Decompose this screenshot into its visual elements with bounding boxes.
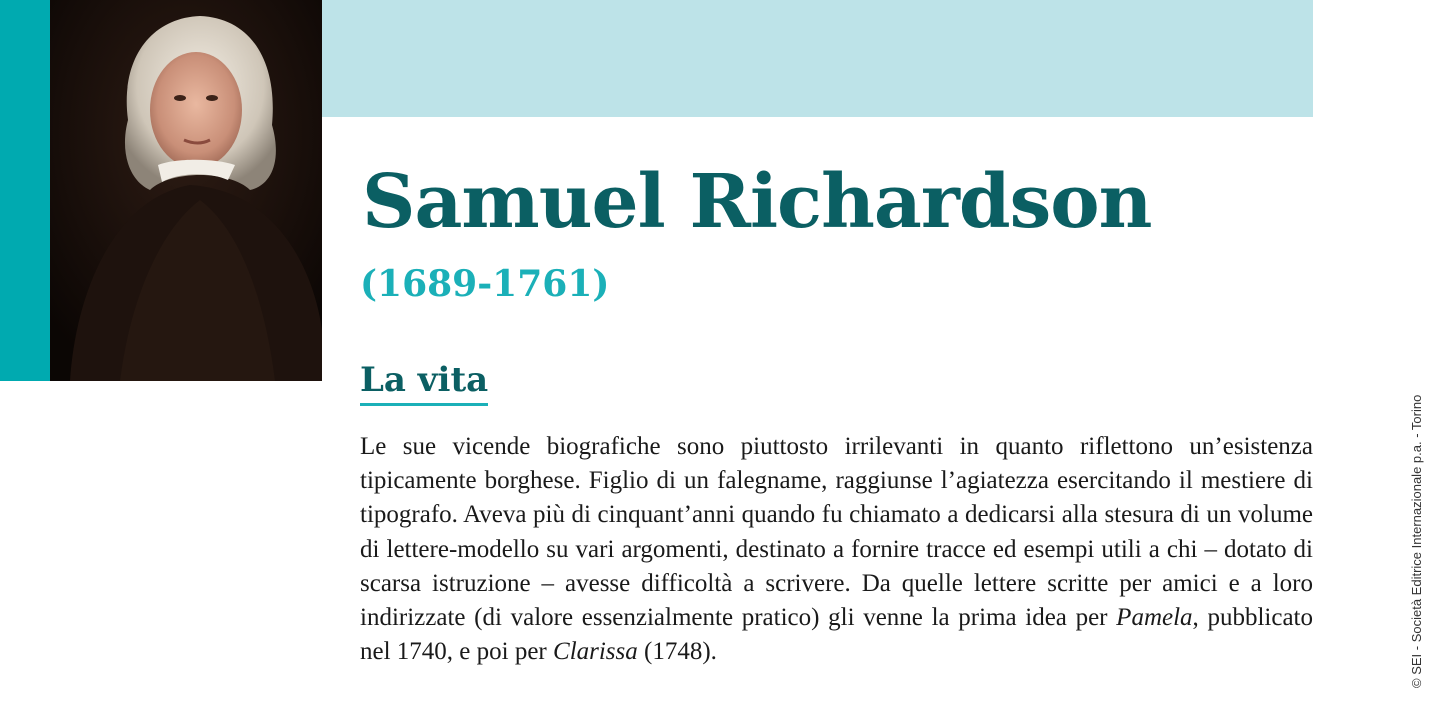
paragraph-text: (1748).: [637, 638, 717, 666]
section-heading: La vita: [360, 362, 488, 406]
portrait-image: [50, 0, 322, 381]
biography-paragraph: [360, 430, 1313, 669]
author-name: Samuel Richardson: [362, 159, 1152, 245]
teal-side-bar: [0, 0, 50, 381]
paragraph-text: , pubblicato nel 1740, e poi per: [360, 604, 1313, 666]
portrait-illustration: [50, 0, 322, 381]
copyright-notice: © SEI - Società Editrice Internazionale p.a. - Torino: [1409, 394, 1424, 688]
title-clarissa: Clarissa: [553, 638, 638, 666]
paragraph-text: Le sue vicende biografiche sono piuttosto irrilevanti in quanto riflettono un’esistenza tipicamente borghese. Figlio di un falegname, raggiunse l’agiatezza esercitando il mestiere di tipografo. Aveva più di cinquant’anni quando fu chiamato a dedicarsi alla stesura di un volume di lettere-modello su vari argomenti, destinato a fornire tracce ed esempi utili a chi – dotato di scarsa istruzione – avesse difficoltà a scrivere. Da quelle lettere scritte per amici e a loro indirizzate (di valore essenzialmente pratico) gli venne la prima idea per: [360, 433, 1313, 632]
top-banner: [322, 0, 1313, 117]
title-pamela: Pamela: [1116, 604, 1193, 632]
author-dates: (1689-1761): [360, 263, 610, 305]
